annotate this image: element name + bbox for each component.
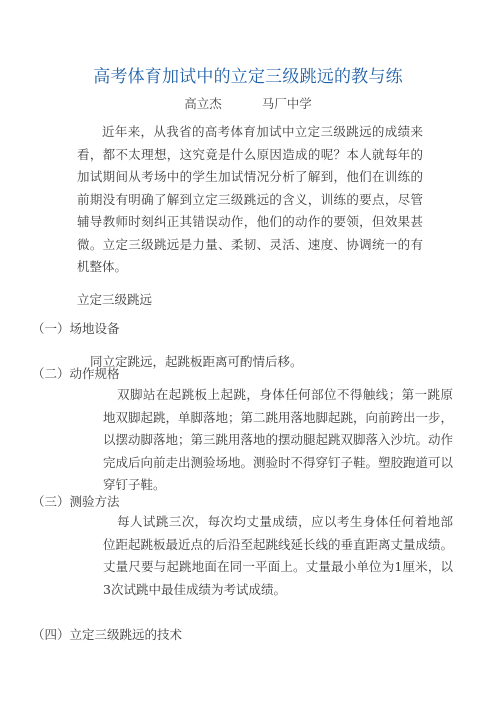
school-name: 马厂中学 xyxy=(261,96,312,111)
document-title: 高考体育加试中的立定三级跳远的教与练 xyxy=(93,67,403,87)
byline xyxy=(0,94,496,112)
section-title: 立定三级跳远 xyxy=(77,292,153,307)
section-body-method: 每人试跳三次，每次均丈量成绩，应以考生身体任何着地部位距起跳板最近点的后沿至起跳线延长线的垂直距离丈量成绩。丈量尺要与起跳地面在同一平面上。丈量最小单位为1厘米，以3次试跳中最佳成绩为考试成绩。 xyxy=(103,514,454,597)
section-heading-technique: （四）立定三级跳远的技术 xyxy=(32,627,183,642)
section-heading-method: （三）测验方法 xyxy=(32,494,120,509)
section-heading-venue: （一）场地设备 xyxy=(32,321,120,336)
author-name: 高立杰 xyxy=(184,96,222,111)
section-body-venue: 同立定跳远，起跳板距离可酌情后移。 xyxy=(90,353,303,369)
section-body-specs: 双脚站在起跳板上起跳，身体任何部位不得触线；第一跳原地双脚起跳，单脚落地；第二跳用落地脚起跳，向前跨出一步，以摆动脚落地；第三跳用落地的摆动腿起跳双脚落入沙坑。动作完成后向前走出测验场地。测验时不得穿钉子鞋。塑胶跑道可以穿钉子鞋。 xyxy=(103,387,454,492)
intro-paragraph: 近年来，从我省的高考体育加试中立定三级跳远的成绩来看，都不太理想，这究竟是什么原因造成的呢？本人就每年的加试期间从考场中的学生加试情况分析了解到，他们在训练的前期没有明确了解到立定三级跳远的含义，训练的要点，尽管辅导教师时刻纠正其错误动作，他们的动作的要领，但效果甚微。立定三级跳远是力量、柔韧、灵活、速度、协调统一的有机整体。 xyxy=(77,124,423,274)
section-heading-specs: （二）动作规格 xyxy=(32,366,120,381)
